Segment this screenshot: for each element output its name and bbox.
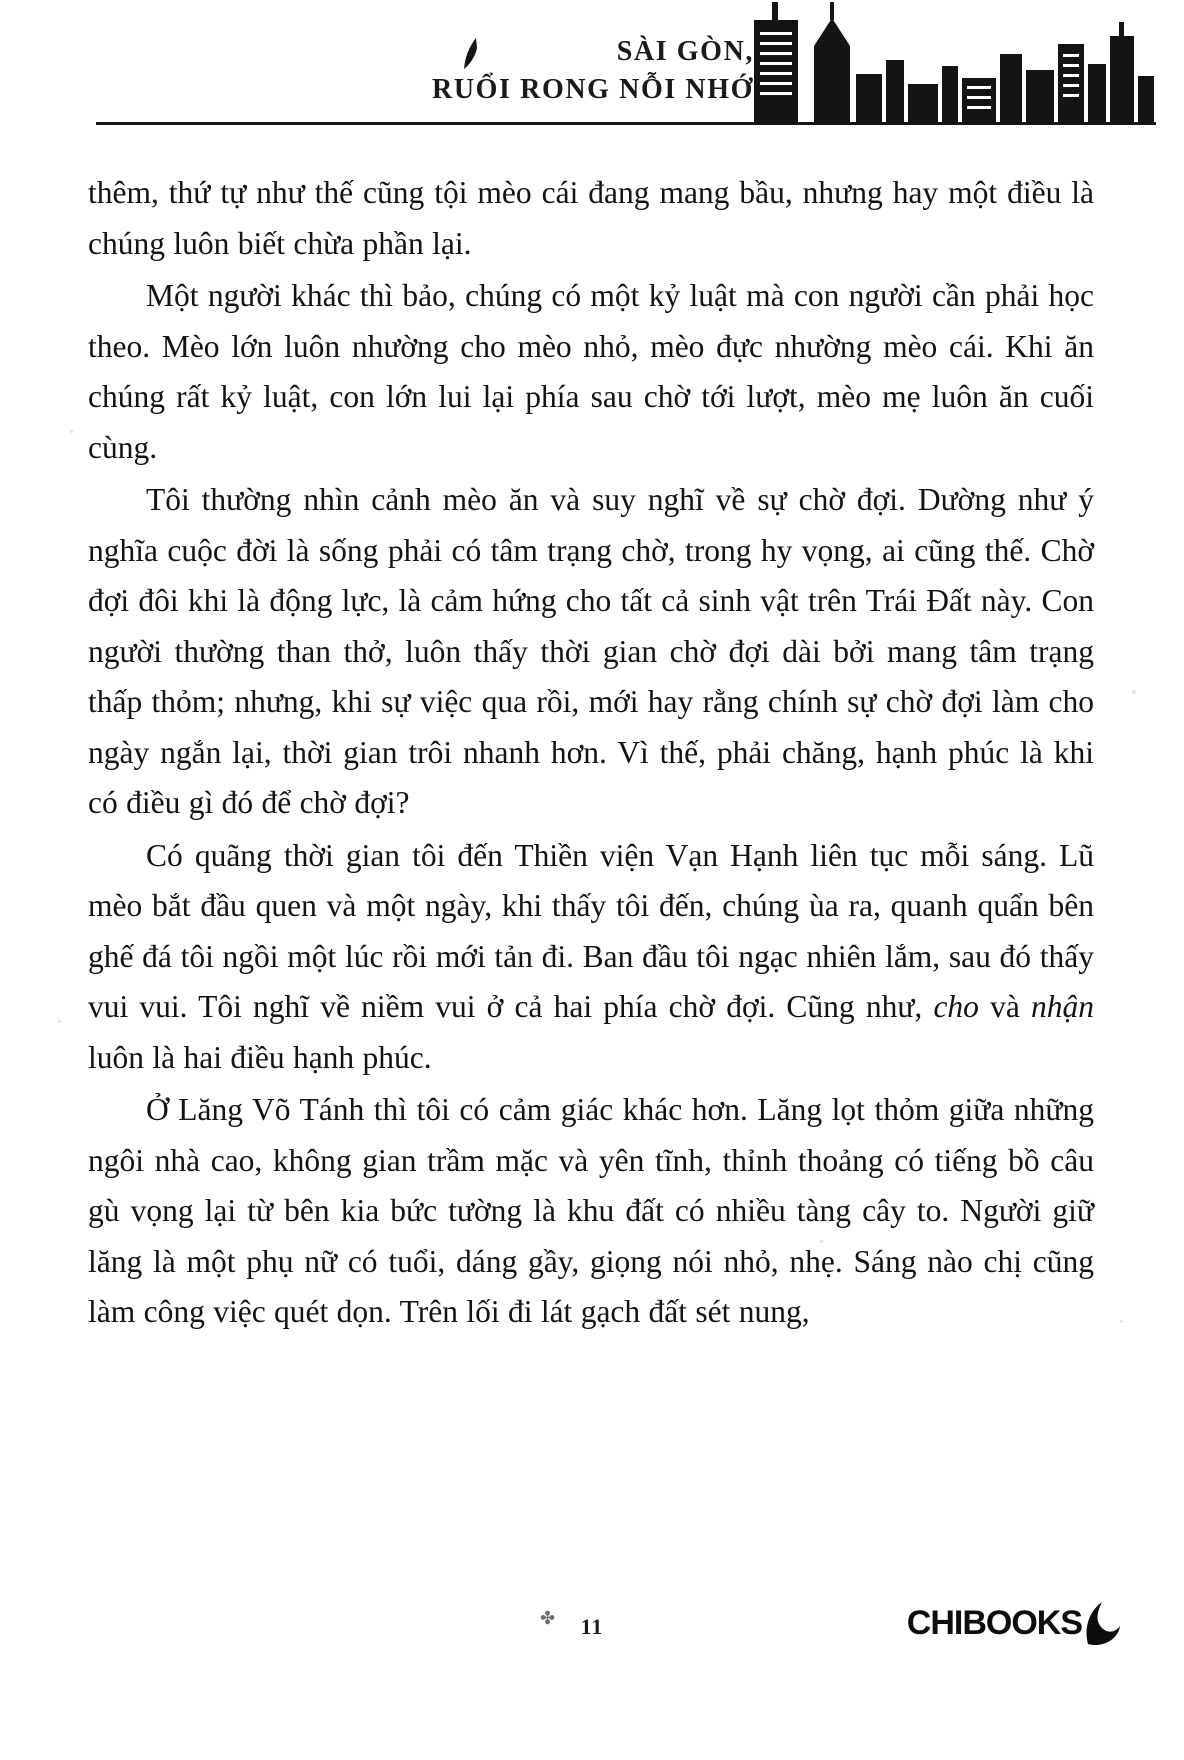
scan-speckle bbox=[1132, 690, 1136, 694]
running-head-title bbox=[432, 34, 754, 108]
paragraph-3: Tôi thường nhìn cảnh mèo ăn và suy nghĩ về sự chờ đợi. Dường như ý nghĩa cuộc đời là sống phải có tâm trạng chờ, trong hy vọng, ai cũng thế. Chờ đợi đôi khi là động lực, là cảm hứng cho tất cả sinh vật trên Trái Đất này. Con người thường than thở, luôn thấy thời gian chờ đợi dài bởi mang tâm trạng thấp thỏm; nhưng, khi sự việc qua rồi, mới hay rằng chính sự chờ đợi làm cho ngày ngắn lại, thời gian trôi nhanh hơn. Vì thế, phải chăng, hạnh phúc là khi có điều gì đó để chờ đợi? bbox=[88, 482, 1094, 820]
paragraph-4-emphasis-nhan: nhận bbox=[1031, 989, 1094, 1024]
paragraph-4-text: Có quãng thời gian tôi đến Thiền viện Vạn Hạnh liên tục mỗi sáng. Lũ mèo bắt đầu quen và một ngày, khi thấy tôi đến, chúng ùa ra, quanh quẩn bên ghế đá tôi ngồi một lúc rồi mới tản đi. Ban đầu tôi ngạc nhiên lắm, sau đó thấy vui vui. Tôi nghĩ về niềm vui ở cả hai phía chờ đợi. Cũng như, bbox=[88, 837, 1094, 1024]
page-footer bbox=[0, 1598, 1184, 1688]
paragraph-4-tail: luôn là hai điều hạnh phúc. bbox=[88, 1039, 432, 1075]
publisher-name: CHIBOOKS bbox=[906, 1603, 1082, 1642]
scan-speckle bbox=[58, 1020, 61, 1023]
paragraph-4-conjunction: và bbox=[978, 989, 1031, 1024]
running-head-title-line1: SÀI GÒN, bbox=[616, 36, 754, 67]
swoosh-logo-icon bbox=[1082, 1600, 1122, 1646]
leaf-mark-icon bbox=[463, 38, 479, 72]
scan-speckle bbox=[1120, 1320, 1123, 1323]
header-divider bbox=[96, 122, 1156, 125]
paragraph-4-emphasis-cho: cho bbox=[933, 989, 979, 1024]
paragraph-4 bbox=[88, 831, 1094, 1084]
running-head-title-line2: RUỔI RONG NỖI NHỚ bbox=[432, 74, 754, 106]
paragraph-1: thêm, thứ tự như thế cũng tội mèo cái đang mang bầu, nhưng hay một điều là chúng luôn biết chừa phần lại. bbox=[88, 175, 1094, 261]
paragraph-5: Ở Lăng Võ Tánh thì tôi có cảm giác khác hơn. Lăng lọt thỏm giữa những ngôi nhà cao, không gian trầm mặc và yên tĩnh, thỉnh thoảng có tiếng bồ câu gù vọng lại từ bên kia bức tường là khu đất có nhiều tàng cây to. Người giữ lăng là một phụ nữ có tuổi, dáng gầy, giọng nói nhỏ, nhẹ. Sáng nào chị cũng làm công việc quét dọn. Trên lối đi lát gạch đất sét nung, bbox=[88, 1092, 1094, 1329]
page-body bbox=[88, 168, 1094, 1340]
folio-ornament-icon: ✤ bbox=[540, 1608, 556, 1628]
publisher-logo bbox=[907, 1600, 1122, 1646]
running-head bbox=[0, 0, 1184, 130]
scan-speckle bbox=[70, 430, 73, 433]
paragraph-2: Một người khác thì bảo, chúng có một kỷ luật mà con người cần phải học theo. Mèo lớn luôn nhường cho mèo nhỏ, mèo đực nhường mèo cái. Khi ăn chúng rất kỷ luật, con lớn lui lại phía sau chờ tới lượt, mèo mẹ luôn ăn cuối cùng. bbox=[88, 278, 1094, 465]
page-number: 11 bbox=[580, 1614, 604, 1639]
city-skyline-icon bbox=[736, 0, 1156, 124]
scan-speckle bbox=[820, 1240, 823, 1243]
